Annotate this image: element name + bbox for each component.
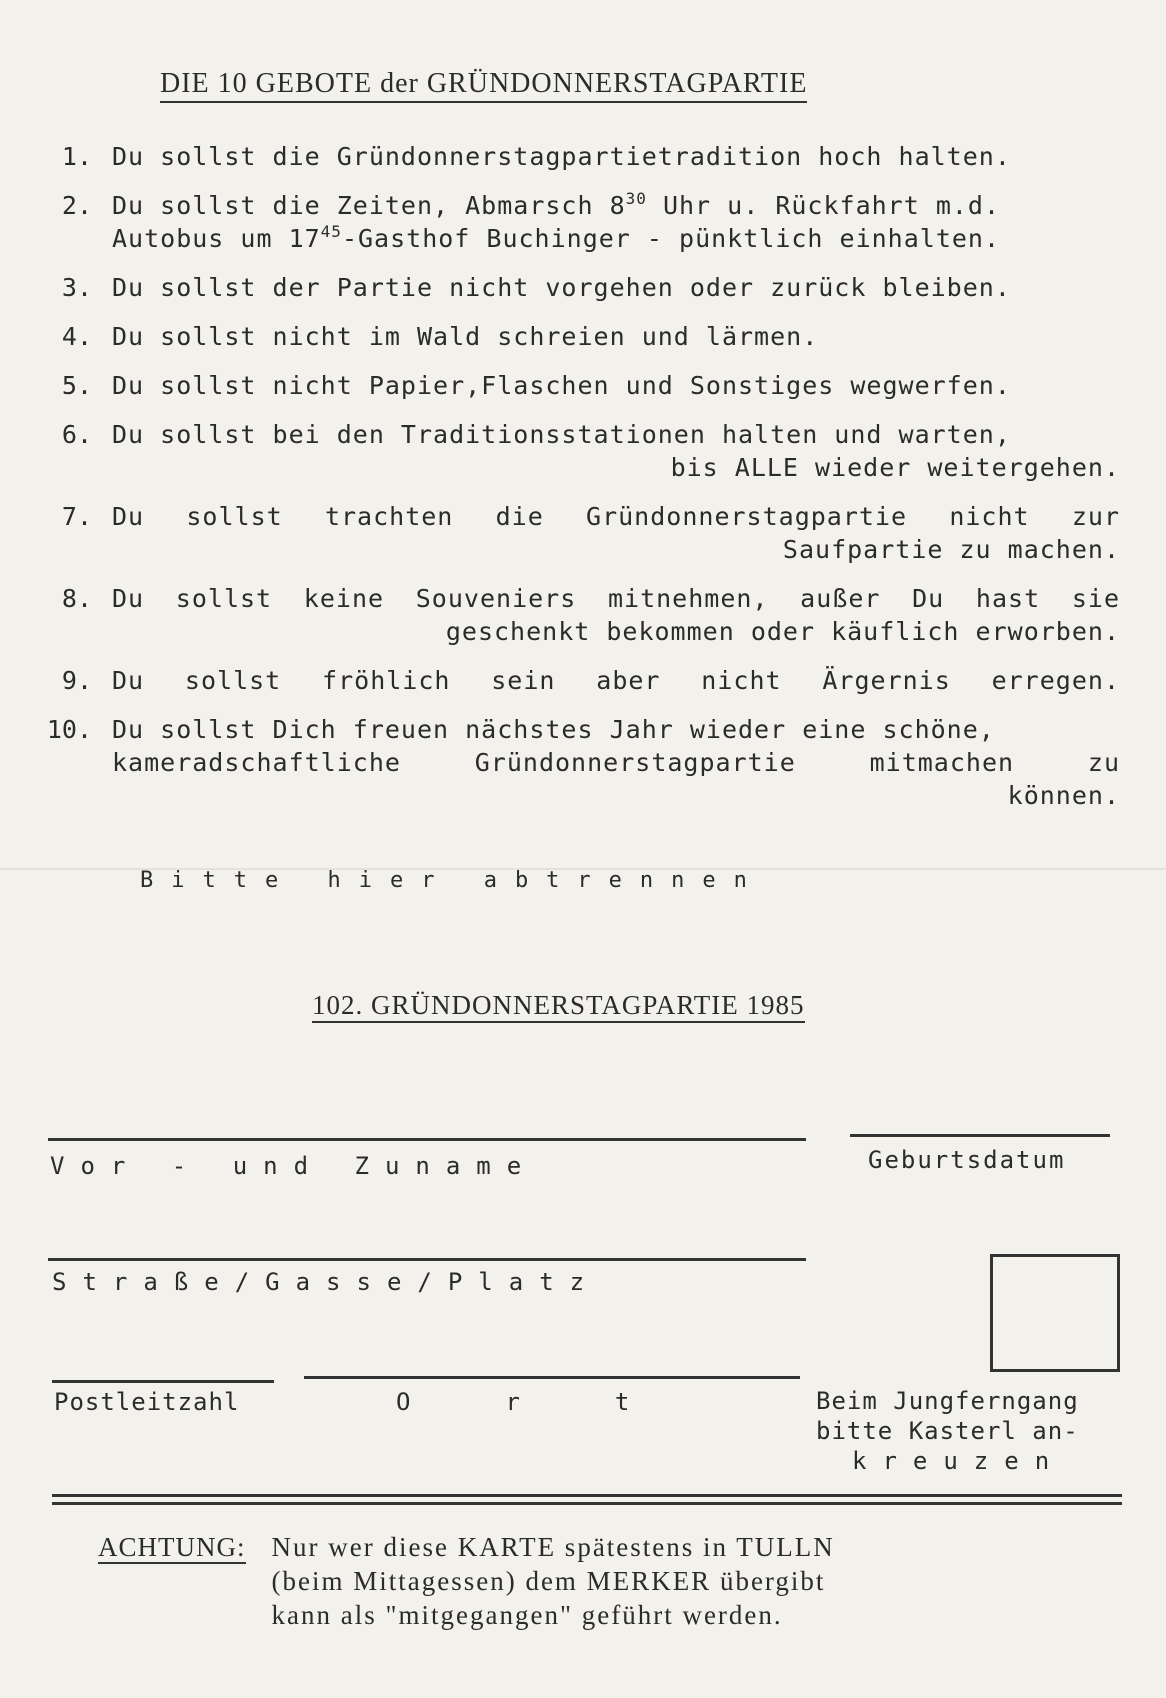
tear-off-label: Bitte hier abtrennen [140,868,765,893]
birthdate-line [850,1134,1110,1137]
name-label: Vor - und Zuname [50,1152,538,1180]
rule-number: 4. [61,322,92,351]
zip-line [52,1380,274,1383]
document-title: DIE 10 GEBOTE der GRÜNDONNERSTAGPARTIE [160,68,807,103]
rule-text: kameradschaftliche Gründonnerstagpartie mitmachen zu [112,748,1120,777]
checkbox-note: Beim Jungferngang bitte Kasterl an- kreuzen [816,1387,1079,1475]
street-label: Straße/Gasse/Platz [52,1268,601,1296]
list-item [30,500,1120,566]
rule-text: Autobus um $17^{45}$-Gasthof Buchinger - pünktlich einhalten. [112,222,1001,253]
list-item [30,369,1120,402]
rule-text: Du sollst Dich freuen nächstes Jahr wieder eine schöne, [112,715,995,744]
city-label: Ort [396,1388,725,1416]
zip-label: Postleitzahl [54,1388,240,1416]
first-timer-checkbox[interactable] [990,1254,1120,1372]
list-item [30,271,1120,304]
birthdate-label: Geburtsdatum [868,1146,1066,1174]
rule-text: Du sollst die Zeiten, Abmarsch $8^{30}$ Uhr u. Rückfahrt m.d. [112,189,1001,220]
rule-number: 5. [61,371,92,400]
rule-text: können. [1007,781,1120,810]
rule-text: Saufpartie zu machen. [782,535,1120,564]
notice-heading: ACHTUNG: [98,1532,246,1562]
list-item [30,713,1120,812]
rule-text: Du sollst nicht Papier,Flaschen und Sonstiges wegwerfen. [112,371,1011,400]
rule-text: geschenkt bekommen oder käuflich erworben. [445,617,1120,646]
list-item [30,582,1120,648]
rule-text: Du sollst trachten die Gründonnerstagpartie nicht zur [112,502,1120,531]
rule-text: Du sollst fröhlich sein aber nicht Ärgernis erregen. [112,666,1120,695]
separator-line [52,1494,1122,1497]
rule-number: 6. [61,420,92,449]
list-item [30,418,1120,484]
rules-list [30,140,1120,828]
rule-number: 7. [61,502,92,531]
rule-number: 9. [61,666,92,695]
rule-text: bis ALLE wieder weitergehen. [670,453,1120,482]
list-item [30,189,1120,255]
notice-line: (beim Mittagessen) dem MERKER übergibt [271,1566,826,1596]
street-line [48,1258,806,1261]
rule-number: 10. [46,715,92,744]
list-item [30,140,1120,173]
rule-number: 2. [61,191,92,220]
list-item [30,320,1120,353]
notice-line: Nur wer diese KARTE spätestens in TULLN [271,1532,835,1562]
notice [98,1530,835,1632]
rule-text: Du sollst der Partie nicht vorgehen oder zurück bleiben. [112,273,1011,302]
name-line [48,1138,806,1141]
rule-text: Du sollst bei den Traditionsstationen halten und warten, [112,420,1011,449]
form-title: 102. GRÜNDONNERSTAGPARTIE 1985 [312,990,805,1023]
list-item [30,664,1120,697]
rule-text: Du sollst die Gründonnerstagpartietradition hoch halten. [112,142,1011,171]
rule-text: Du sollst keine Souveniers mitnehmen, außer Du hast sie [112,584,1120,613]
rule-text: Du sollst nicht im Wald schreien und lärmen. [112,322,819,351]
notice-line: kann als "mitgegangen" geführt werden. [271,1600,783,1630]
rule-number: 8. [61,584,92,613]
rule-number: 1. [61,142,92,171]
rule-number: 3. [61,273,92,302]
city-line [304,1376,800,1379]
separator-line [52,1502,1122,1505]
